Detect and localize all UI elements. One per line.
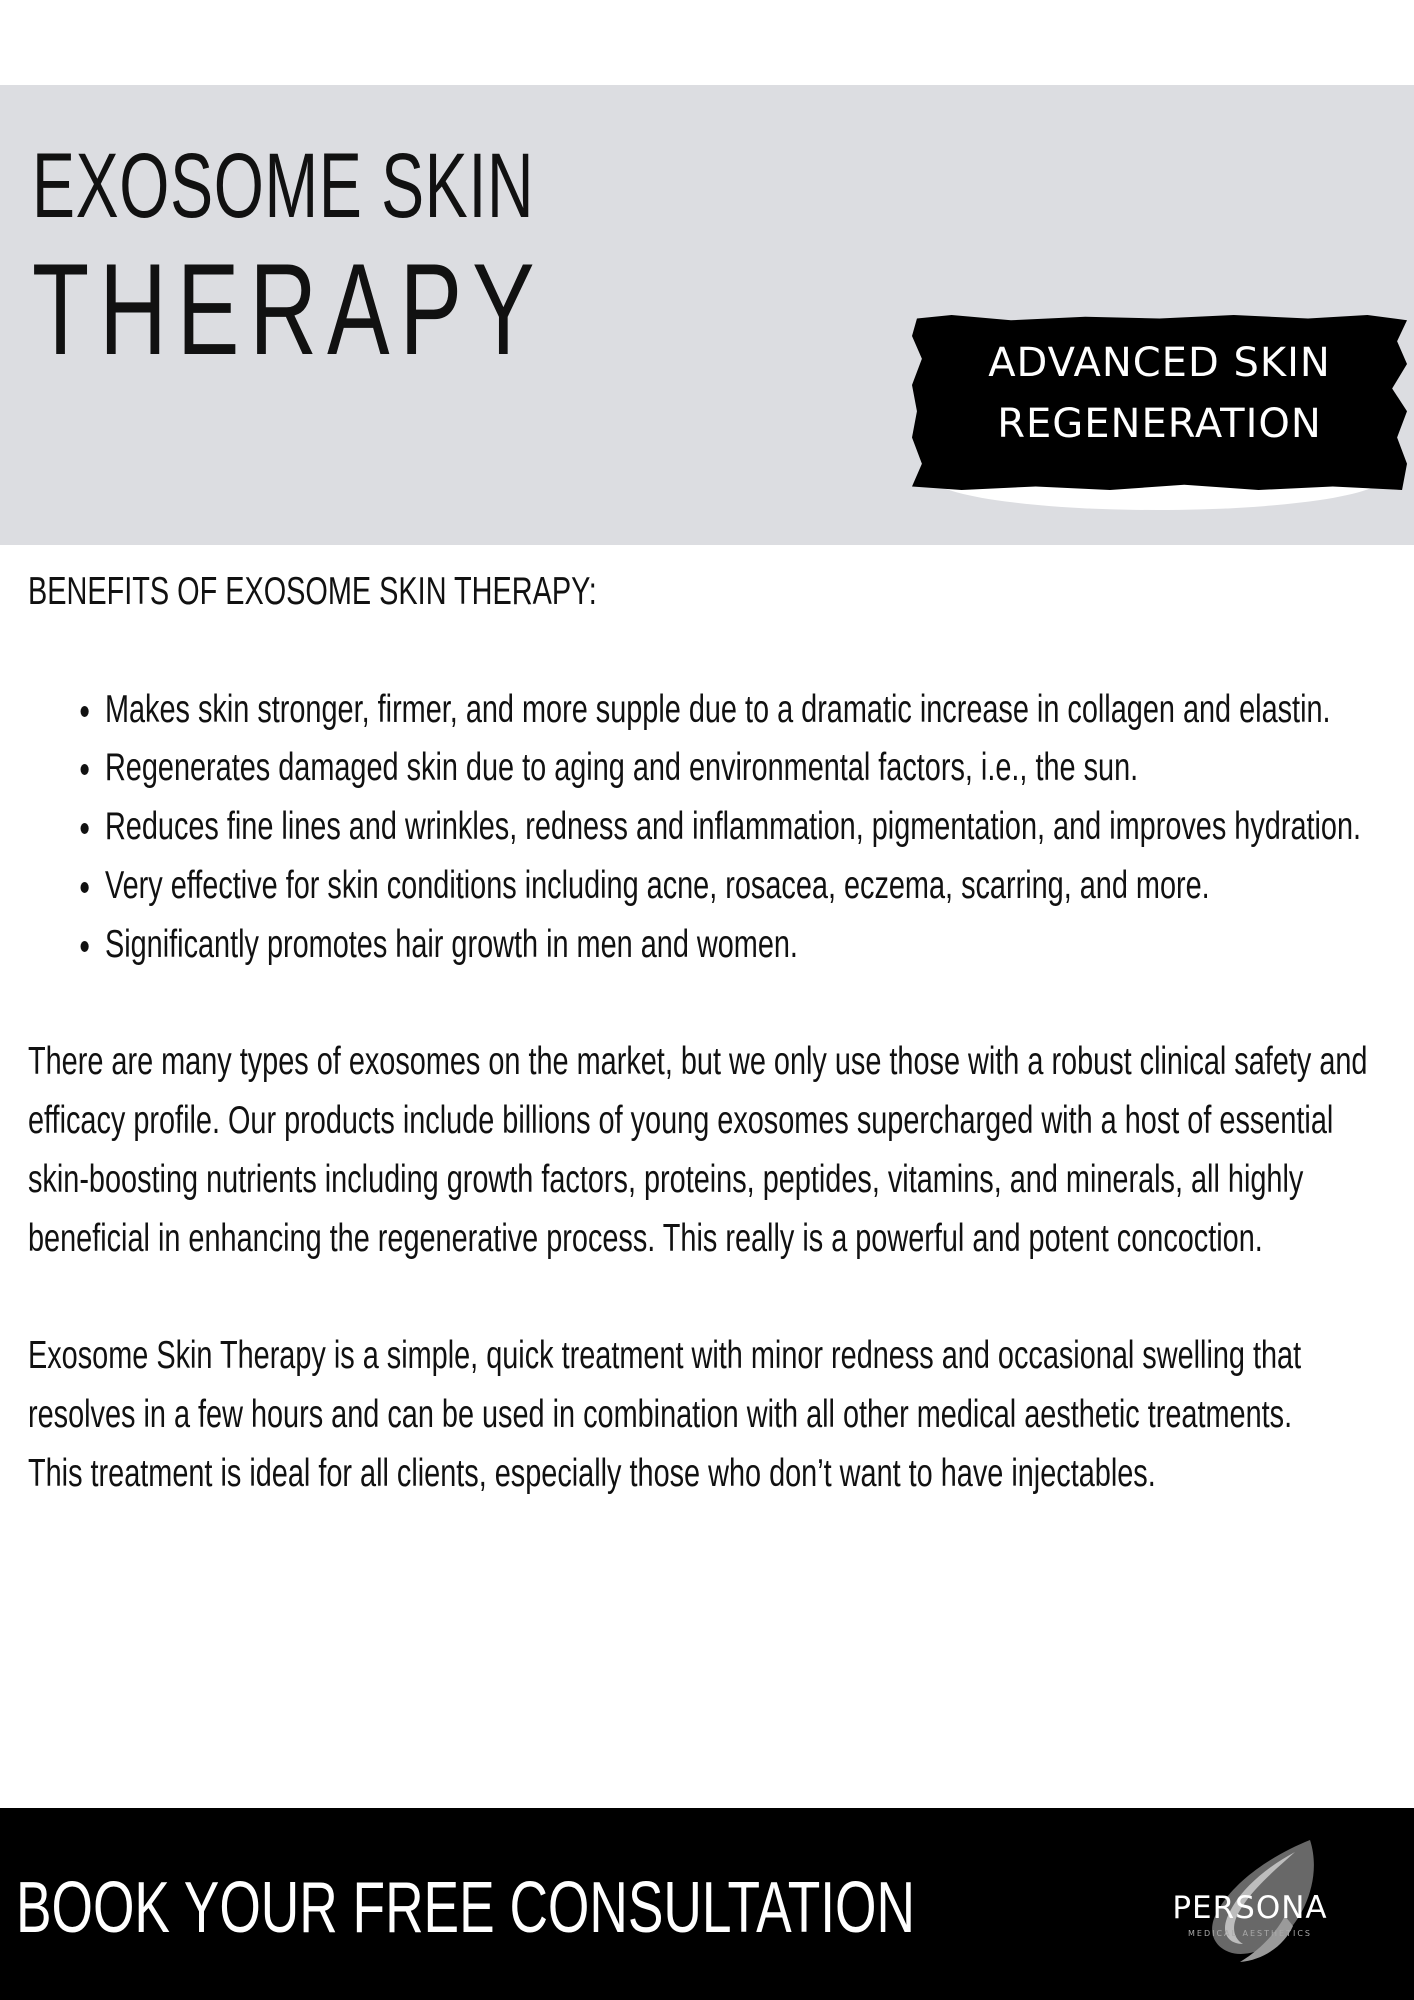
persona-logo <box>1125 1834 1375 1974</box>
logo-name: PERSONA <box>1172 1890 1328 1926</box>
tagline-line1: ADVANCED SKIN <box>988 340 1331 386</box>
benefit-item: • Regenerates damaged skin due to aging and environmental factors, i.e., the sun. <box>102 739 1398 798</box>
benefit-item: • Significantly promotes hair growth in men and women. <box>102 916 1398 975</box>
paragraph-exosome-types: There are many types of exosomes on the market, but we only use those with a robust clinical safety and efficacy profile. Our products include billions of young exosomes supercharged with a host of essential skin-boosting nutrients including growth factors, proteins, peptides, vitamins, and minerals, all highly beneficial in enhancing the regenerative process. This really is a powerful and potent concoction. <box>28 1040 1368 1260</box>
benefit-item: • Makes skin stronger, firmer, and more supple due to a dramatic increase in collagen and elastin. <box>102 681 1398 740</box>
book-consultation-cta[interactable]: BOOK YOUR FREE CONSULTATION <box>16 1868 915 1948</box>
tagline-text <box>912 333 1407 455</box>
benefits-heading: BENEFITS OF EXOSOME SKIN THERAPY: <box>28 570 597 613</box>
benefits-list <box>28 681 1398 975</box>
page-title-line1: EXOSOME SKIN <box>32 135 535 237</box>
tagline-line2: REGENERATION <box>997 401 1322 447</box>
paragraph-treatment-info: Exosome Skin Therapy is a simple, quick treatment with minor redness and occasional swelling that resolves in a few hours and can be used in combination with all other medical aesthetic treatments. <box>28 1334 1302 1437</box>
page-title-line2: THERAPY <box>32 236 545 382</box>
paragraph-ideal-clients: This treatment is ideal for all clients, especially those who don’t want to have injectables. <box>28 1451 1156 1495</box>
benefit-item: • Very effective for skin conditions including acne, rosacea, eczema, scarring, and more. <box>102 857 1398 916</box>
main-content <box>28 563 1398 1504</box>
benefit-item: • Reduces fine lines and wrinkles, redness and inflammation, pigmentation, and improves hydration. <box>102 798 1398 857</box>
logo-subtitle: MEDICAL AESTHETICS <box>1187 1929 1313 1938</box>
